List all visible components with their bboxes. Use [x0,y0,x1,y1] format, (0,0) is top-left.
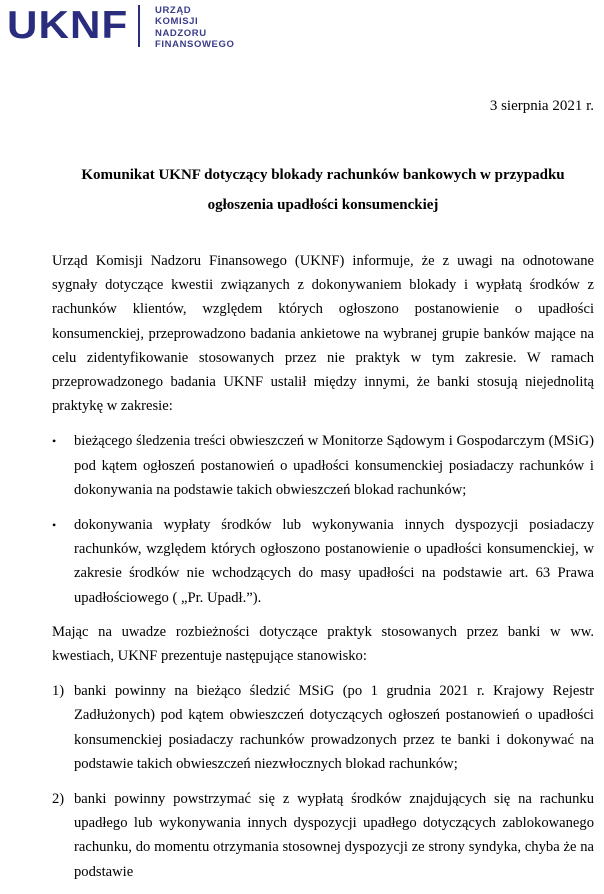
document-title: Komunikat UKNF dotyczący blokady rachunków bankowych w przypadku ogłoszenia upadłości konsumenckiej [81,167,565,213]
uknf-logo: UKNF [7,4,129,47]
list-number: 2) [52,791,65,808]
logo-divider [138,5,140,47]
list-number: 1) [52,683,65,700]
numbered-text: banki powinny powstrzymać się z wypłatą środków znajdujących się na rachunku upadłego lub wykonywania innych dyspozycji upadłego dotyczących zablokowanego rachunku, do momentu otrzymania stosownej dyspozycji ze strony syndyka, chyba że na podstawie [74,791,594,880]
numbered-item [52,679,594,776]
second-paragraph: Mając na uwadze rozbieżności dotyczące praktyk stosowanych przez banki w ww. kwestiach, UKNF prezentuje następujące stanowisko: [52,623,594,665]
bullet-item [52,429,594,502]
document-date: 3 sierpnia 2021 r. [489,98,594,114]
document-body [52,249,594,894]
document-header [0,0,604,52]
bullet-text: dokonywania wypłaty środków lub wykonywania innych dyspozycji posiadaczy rachunków, względem których ogłoszono postanowienie o upadłości konsumenckiej, w zakresie środków nie wchodzących do masy upadłości na podstawie art. 63 Prawa upadłościowego ( „Pr. Upadł.”). [74,517,594,606]
numbered-text: banki powinny na bieżąco śledzić MSiG (po 1 grudnia 2021 r. Krajowy Rejestr Zadłużonych) pod kątem obwieszczeń dotyczących ogłoszeń postanowień o upadłości konsumenckiej posiadaczy rachunków prowadzonych przez te banki i dokonywać na podstawie takich obwieszczeń niezwłocznych blokad rachunków; [74,683,594,772]
logo-institution-name [155,5,234,51]
logo-line: KOMISJI [155,16,199,28]
logo-line: NADZORU [155,27,207,39]
bullet-icon: • [52,434,57,449]
logo-line: FINANSOWEGO [155,39,235,51]
bullet-icon: • [52,518,57,533]
bullet-item [52,513,594,610]
numbered-item [52,787,594,884]
intro-paragraph: Urząd Komisji Nadzoru Finansowego (UKNF) informuje, że z uwagi na odnotowane sygnały dotyczące kwestii związanych z dokonywaniem blokady i wypłatą środków z rachunków klientów, względem których ogłoszono postanowienie o upadłości konsumenckiej, przeprowadzono badania ankietowe na wybranej grupie banków mające na celu zidentyfikowanie stosowanych przez nie praktyk w tym zakresie. W ramach przeprowadzonego badania UKNF ustalił między innymi, że banki stosują niejednolitą praktykę w zakresie: [52,253,594,415]
logo-line: URZĄD [155,5,192,16]
bullet-text: bieżącego śledzenia treści obwieszczeń w Monitorze Sądowym i Gospodarczym (MSiG) pod kątem ogłoszeń postanowień o upadłości konsumenckiej posiadaczy rachunków i dokonywania na podstawie takich obwieszczeń blokad rachunków; [74,433,594,498]
